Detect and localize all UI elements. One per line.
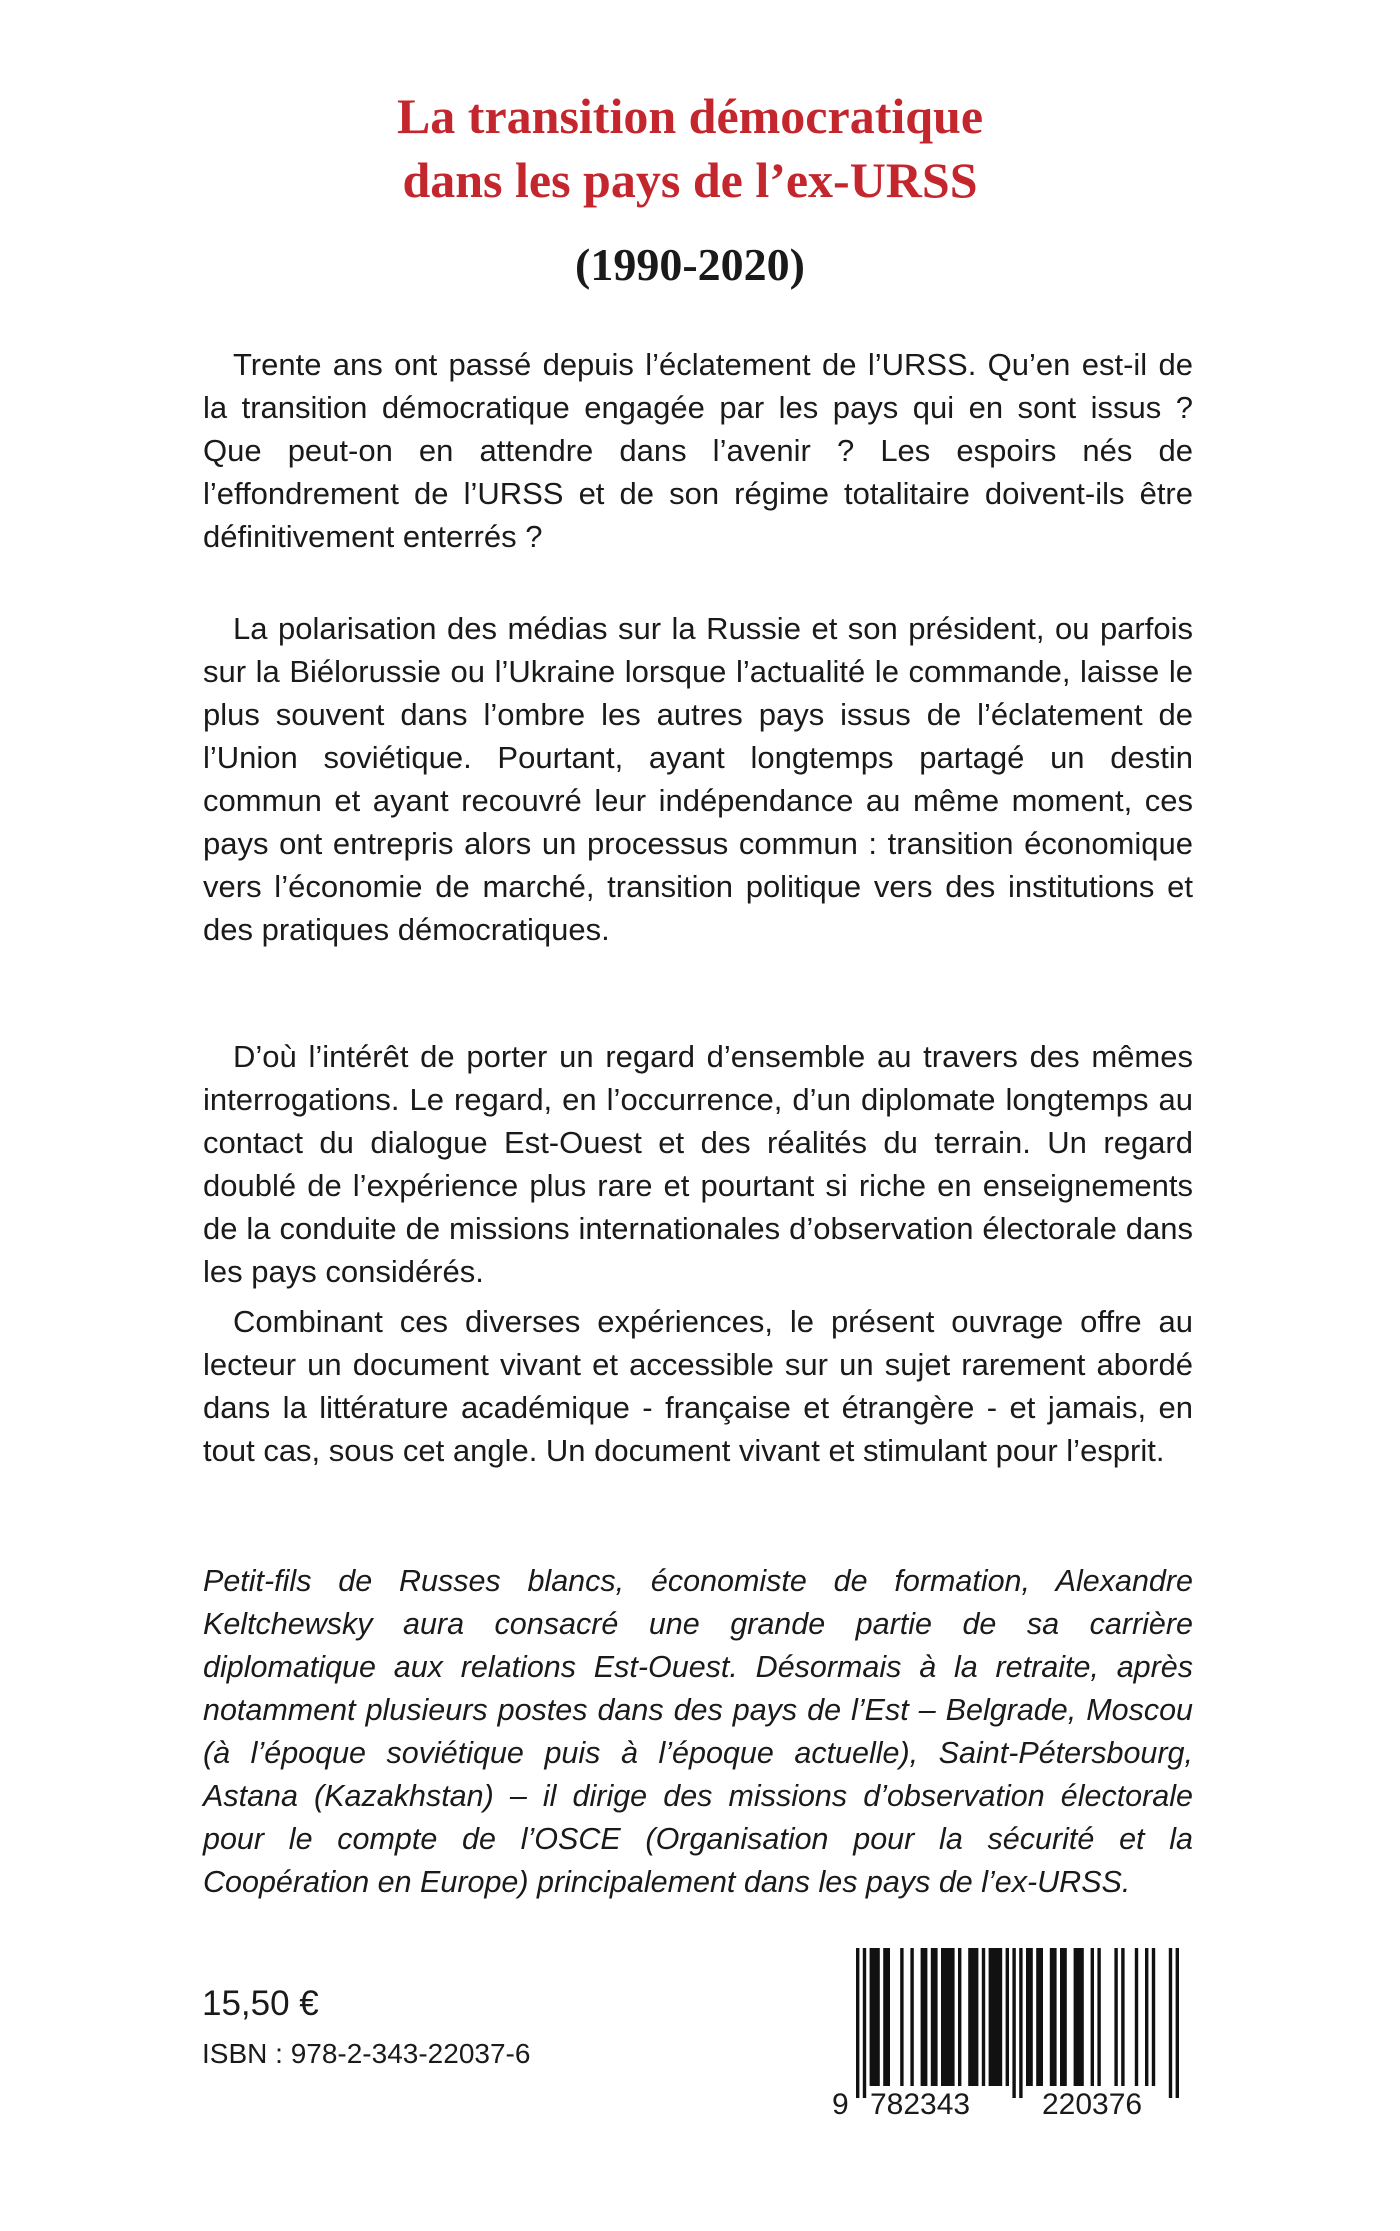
barcode-bar xyxy=(941,1948,955,2086)
summary-paragraph-4 xyxy=(203,1300,1193,1472)
summary-paragraph-1 xyxy=(203,343,1193,558)
barcode-first-digit: 9 xyxy=(832,2088,849,2121)
barcode-bar xyxy=(1121,1948,1124,2086)
barcode-bar xyxy=(1060,1948,1067,2086)
summary-paragraph-3 xyxy=(203,1035,1193,1293)
summary-paragraph-1-text: Trente ans ont passé depuis l’éclatement de l’URSS. Qu’en est-il de la transition démocratique engagée par les pays qui en sont issus ? Que peut-on en attendre dans l’avenir ? Les espoirs nés de l’effondrement de l’URSS et de son régime totalitaire doivent-ils être définitivement enterrés ? xyxy=(203,347,1193,554)
barcode-bar xyxy=(1074,1948,1084,2086)
barcode-bar xyxy=(863,1948,866,2098)
price-label: 15,50 € xyxy=(202,1984,319,2023)
barcode-bar xyxy=(968,1948,978,2086)
author-bio-text: Petit-fils de Russes blancs, économiste de formation, Alexandre Keltchewsky aura consacré une grande partie de sa carrière diplomatique aux relations Est-Ouest. Désormais à la retraite, après notamment plusieurs postes dans des pays de l’Est – Belgrade, Moscou (à l’époque soviétique puis à l’époque actuelle), Saint-Pétersbourg, Astana (Kazakhstan) – il dirige des missions d’observation électorale pour le compte de l’OSCE (Organisation pour la sécurité et la Coopération en Europe) principalement dans les pays de l’ex-URSS. xyxy=(203,1564,1193,1899)
book-title-line-1: La transition démocratique xyxy=(396,88,984,144)
barcode-digits xyxy=(830,2088,1210,2128)
barcode-bar xyxy=(1169,1948,1172,2098)
summary-paragraph-2 xyxy=(203,607,1193,951)
barcode-bar xyxy=(1135,1948,1138,2086)
barcode-left-group: 782343 xyxy=(870,2088,971,2121)
isbn-label: ISBN : 978-2-343-22037-6 xyxy=(202,2038,531,2069)
book-title xyxy=(0,84,1380,212)
barcode-bar xyxy=(1097,1948,1100,2086)
barcode-bar xyxy=(1006,1948,1009,2086)
barcode-bar xyxy=(1019,1948,1022,2098)
barcode-bar xyxy=(1152,1948,1155,2086)
summary-paragraph-2-text: La polarisation des médias sur la Russie et son président, ou parfois sur la Biélorussie ou l’Ukraine lorsque l’actualité le commande, laisse le plus souvent dans l’ombre les autres pays issus de l’éclatement de l’Union soviétique. Pourtant, ayant longtemps partagé un destin commun et ayant recouvré leur indépendance au même moment, ces pays ont entrepris alors un processus commun : transition économique vers l’économie de marché, transition politique vers des institutions et des pratiques démocratiques. xyxy=(203,611,1193,947)
barcode-bar xyxy=(900,1948,903,2086)
summary-paragraph-3-text: D’où l’intérêt de porter un regard d’ensemble au travers des mêmes interrogations. Le regard, en l’occurrence, d’un diplomate longtemps au contact du dialogue Est-Ouest et des réalités du terrain. Un regard doublé de l’expérience plus rare et pourtant si riche en enseignements de la conduite de missions internationales d’observation électorale dans les pays considérés. xyxy=(203,1039,1193,1289)
barcode-bar xyxy=(910,1948,913,2086)
book-subtitle-years: (1990-2020) xyxy=(575,239,805,290)
barcode-bar xyxy=(982,1948,985,2086)
barcode-bar xyxy=(856,1948,859,2098)
barcode-bar xyxy=(1036,1948,1043,2086)
author-bio xyxy=(203,1560,1193,1904)
barcode-bar xyxy=(931,1948,938,2086)
book-title-line-2: dans les pays de l’ex-URSS xyxy=(402,152,978,208)
barcode-bar xyxy=(1114,1948,1117,2086)
barcode-bar xyxy=(870,1948,880,2086)
barcode-bar xyxy=(989,1948,1003,2086)
barcode-bar xyxy=(1050,1948,1057,2086)
barcode-bar xyxy=(958,1948,961,2086)
barcode-bar xyxy=(1091,1948,1094,2086)
summary-paragraph-4-text: Combinant ces diverses expériences, le présent ouvrage offre au lecteur un document vivant et accessible sur un sujet rarement abordé dans la littérature académique - française et étrangère - et jamais, en tout cas, sous cet angle. Un document vivant et stimulant pour l’esprit. xyxy=(203,1304,1193,1468)
barcode-bars xyxy=(830,1948,1202,2098)
barcode-bar xyxy=(1176,1948,1179,2098)
barcode-bar xyxy=(1145,1948,1148,2086)
barcode-bar xyxy=(1026,1948,1033,2086)
barcode-bar xyxy=(883,1948,890,2086)
barcode-bar xyxy=(1012,1948,1015,2098)
barcode-bar xyxy=(921,1948,928,2086)
barcode-right-group: 220376 xyxy=(1042,2088,1143,2121)
